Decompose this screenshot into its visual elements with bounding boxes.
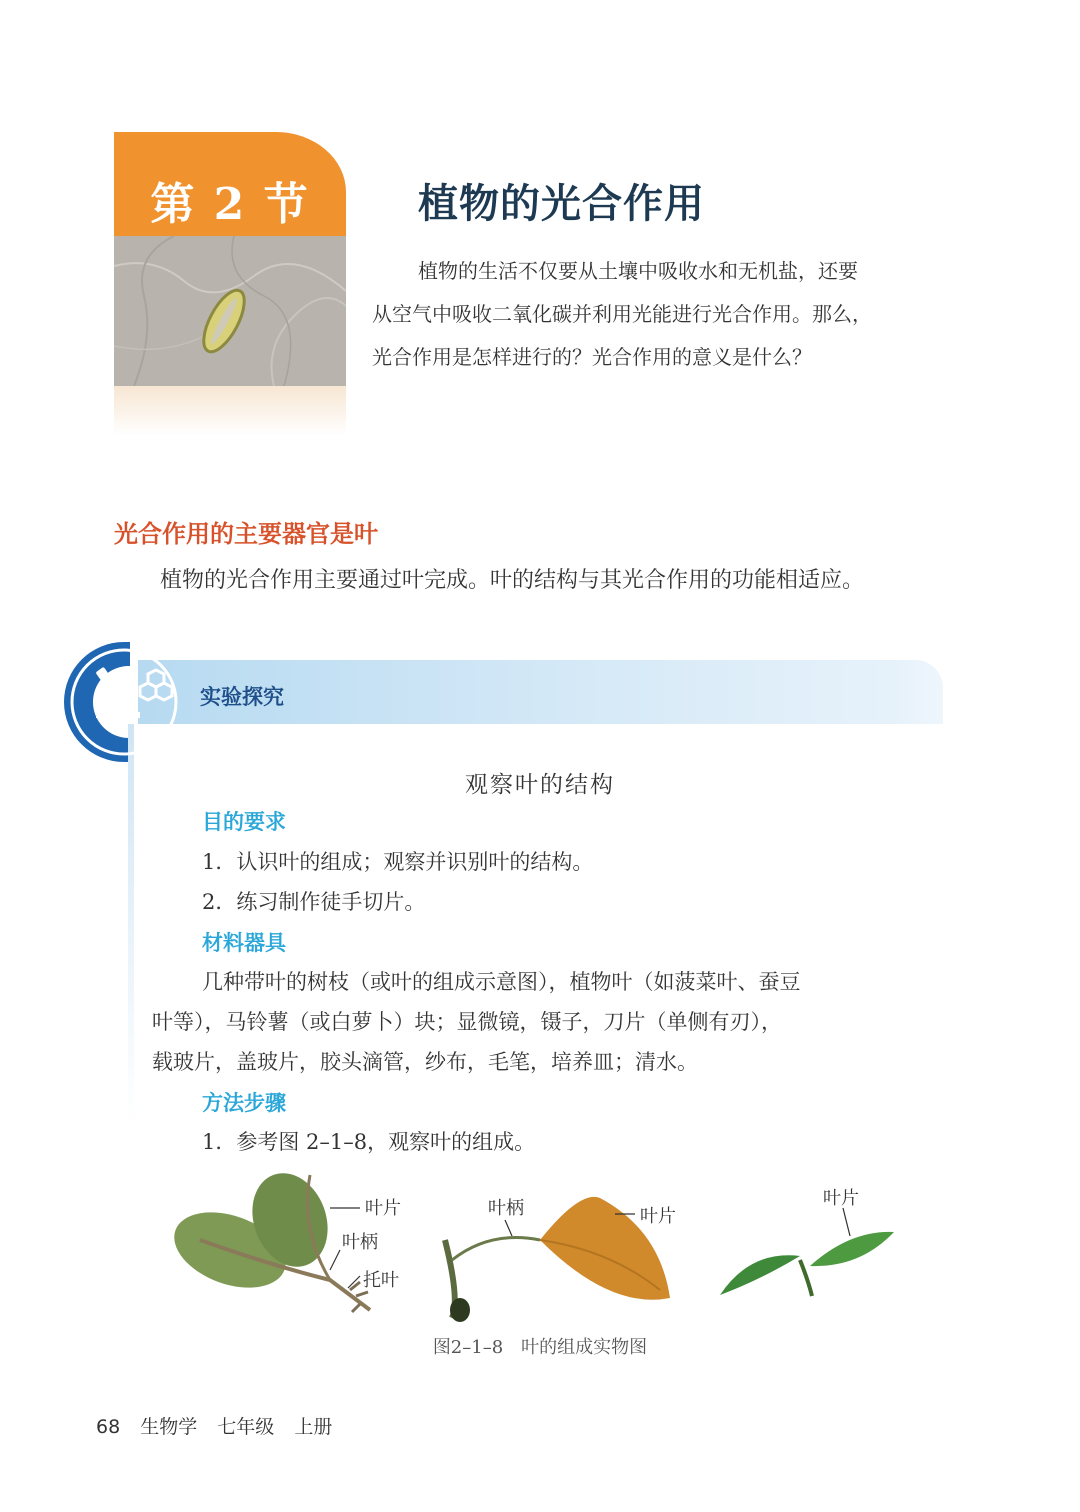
experiment-title: 观察叶的结构 [465,772,615,798]
page-footer [96,1412,346,1439]
leaf-illustration [720,1232,894,1296]
volume-name: 上册 [294,1416,333,1438]
subsection-heading: 光合作用的主要器官是叶 [114,520,378,548]
subject-name: 生物学 [140,1416,198,1438]
intro-line: 植物的生活不仅要从土壤中吸收水和无机盐，还要 [418,259,858,283]
label-leaf2-blade: 叶片 [640,1206,676,1227]
figure-caption: 图2–1–8 叶的组成实物图 [432,1337,648,1358]
intro-paragraph [372,250,952,379]
label-leaf3-blade: 叶片 [823,1188,859,1209]
subsection-text: 植物的光合作用主要通过叶完成。叶的结构与其光合作用的功能相适应。 [160,568,865,593]
grade-name: 七年级 [217,1416,275,1438]
purpose-heading: 目的要求 [202,810,286,834]
section-number: 第 2 节 [150,179,310,230]
banner-fade [900,660,943,724]
section-title: 植物的光合作用 [418,180,705,227]
page-number: 68 [96,1416,121,1438]
materials-line: 几种带叶的树枝（或叶的组成示意图），植物叶（如菠菜叶、蚕豆 [202,970,801,994]
label-leaf1-petiole: 叶柄 [342,1232,378,1253]
materials-line: 叶等），马铃薯（或白萝卜）块；显微镜，镊子，刀片（单侧有刃）， [152,1010,782,1034]
purpose-item: 1．认识叶的组成；观察并识别叶的结构。 [202,850,594,874]
leaf-illustration [445,1197,670,1322]
intro-line: 从空气中吸收二氧化碳并利用光能进行光合作用。那么， [372,302,872,326]
intro-line: 光合作用是怎样进行的？光合作用的意义是什么？ [372,345,812,369]
banner-label: 实验探究 [200,685,284,709]
label-leaf1-stipule: 托叶 [363,1270,399,1291]
materials-line: 载玻片，盖玻片，胶头滴管，纱布，毛笔，培养皿；清水。 [152,1050,698,1074]
leaf-illustration [164,1170,370,1312]
materials-heading: 材料器具 [202,931,286,955]
method-item: 1．参考图 2–1–8，观察叶的组成。 [202,1130,536,1154]
microscope-icon [64,642,184,762]
stoma-micrograph [114,236,346,386]
label-leaf1-blade: 叶片 [365,1198,401,1219]
label-leaf2-petiole: 叶柄 [488,1198,524,1219]
leaf-figure [160,1170,940,1340]
method-heading: 方法步骤 [202,1091,286,1115]
photo-fade [114,386,346,436]
purpose-item: 2．练习制作徒手切片。 [202,890,426,914]
